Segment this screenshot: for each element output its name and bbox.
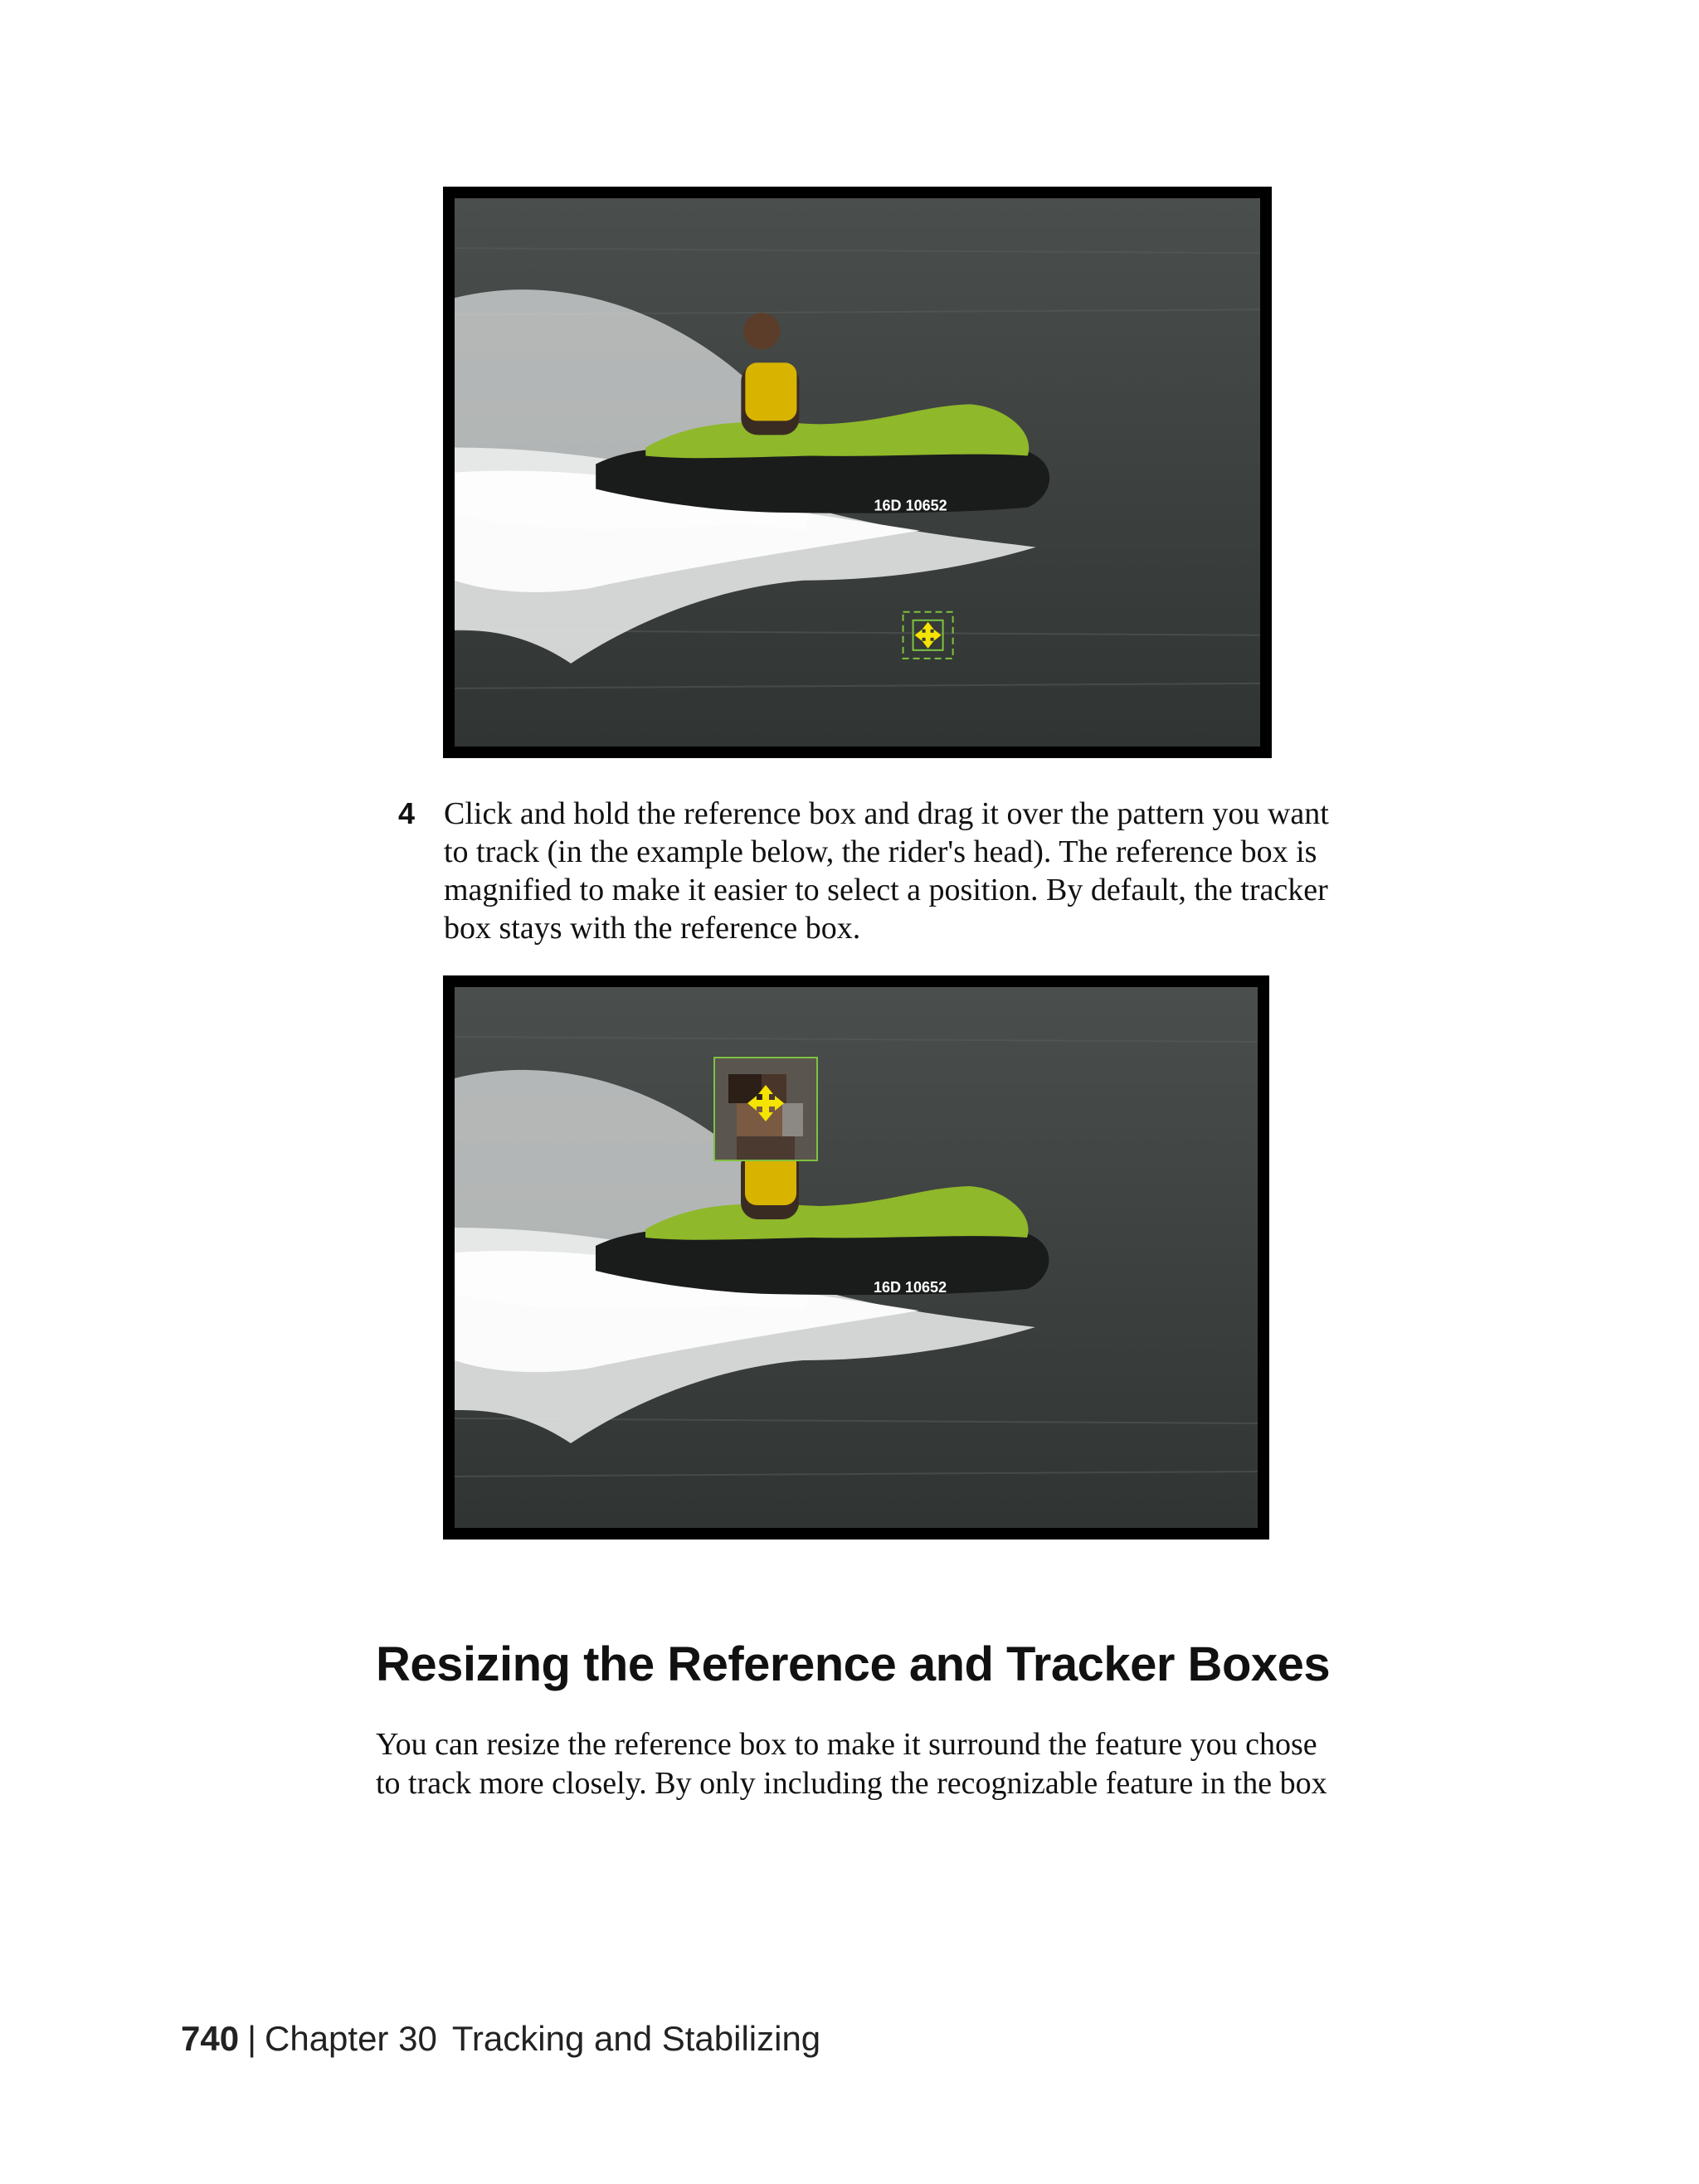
section-paragraph	[376, 1725, 1479, 1803]
jetski-photo	[455, 198, 1260, 747]
footer-separator: |	[247, 2019, 256, 2058]
figure-jetski-reference-box-magnified	[443, 975, 1269, 1540]
paragraph-line: to track more closely. By only including the recognizable feature in the box	[376, 1766, 1327, 1801]
step-text	[444, 795, 1473, 947]
step-line: magnified to make it easier to select a position. By default, the tracker	[444, 873, 1328, 907]
section-heading: Resizing the Reference and Tracker Boxes	[376, 1637, 1331, 1691]
chapter-title: Tracking and Stabilizing	[451, 2019, 821, 2058]
page-number: 740	[181, 2019, 240, 2058]
step-line: to track (in the example below, the rider's head). The reference box is	[444, 834, 1317, 869]
registration-number: 16D 10652	[874, 1279, 947, 1296]
step-line: box stays with the reference box.	[444, 911, 861, 946]
figure-jetski-tracker-initial	[443, 187, 1272, 758]
jetski-photo-magnified	[455, 987, 1258, 1528]
page-footer	[181, 2016, 820, 2062]
step-number: 4	[398, 796, 416, 830]
step-line: Click and hold the reference box and drag it over the pattern you want	[444, 796, 1329, 831]
chapter-label: Chapter 30	[265, 2019, 437, 2058]
paragraph-line: You can resize the reference box to make it surround the feature you chose	[376, 1727, 1317, 1762]
registration-number: 16D 10652	[874, 497, 947, 514]
